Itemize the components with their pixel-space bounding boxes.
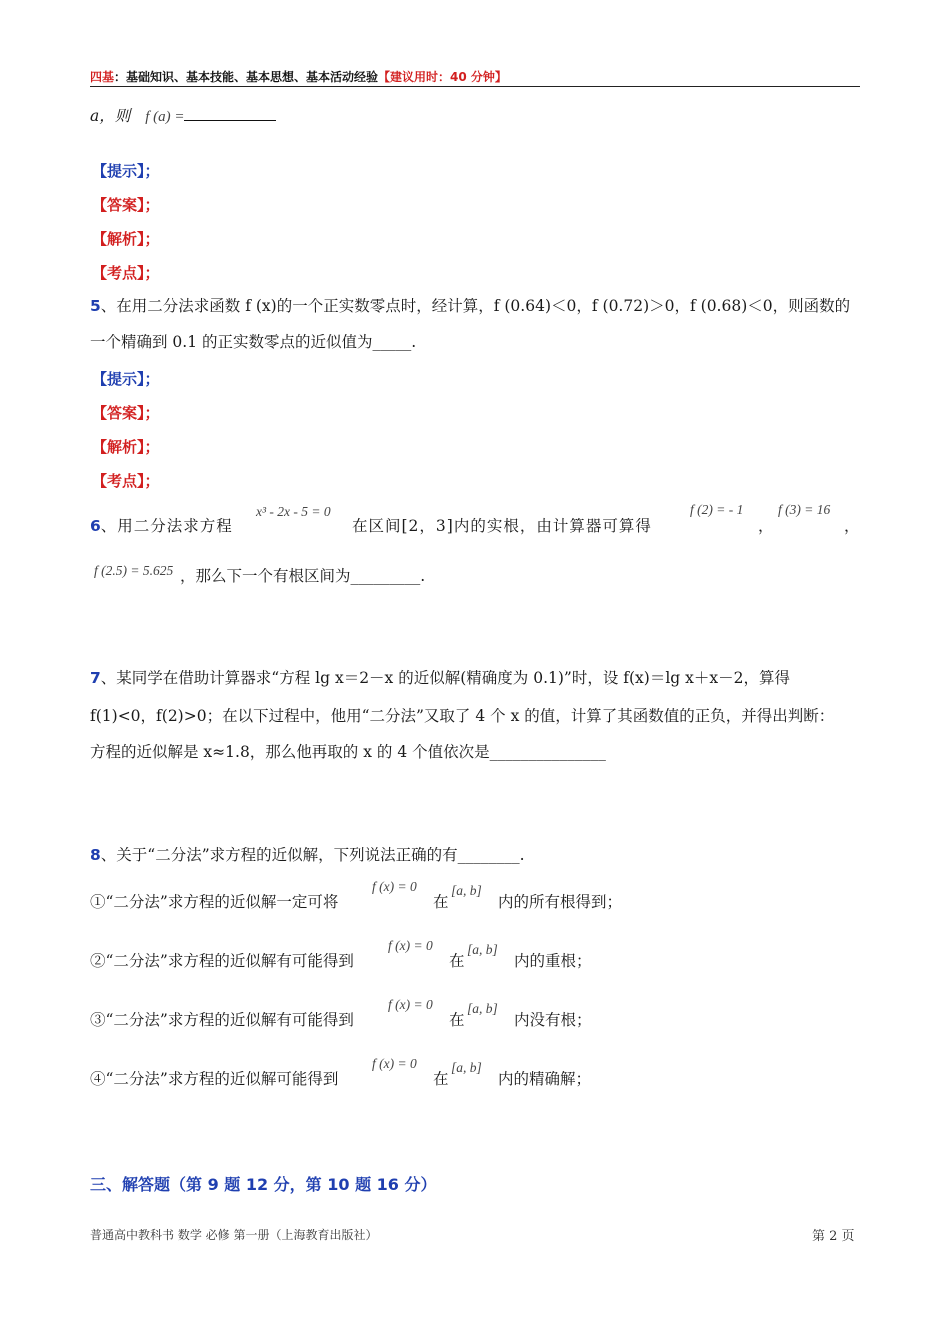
- q6-line1: [90, 516, 233, 536]
- q4-point-tag: 【考点】；: [92, 264, 160, 282]
- q5-number: 5: [90, 297, 101, 315]
- footer-book-title: 普通高中教科书 数学 必修 第一册（上海教育出版社）: [90, 1228, 378, 1242]
- q8-item-3-in: 在: [449, 1011, 465, 1029]
- header-rule: [90, 86, 860, 87]
- q4-hint-tag: 【提示】；: [92, 162, 160, 180]
- q8-item-2-fx: f (x) = 0: [388, 938, 433, 953]
- q6-comma1: ，: [758, 517, 774, 535]
- q8-item-4-post: 内的精确解；: [498, 1070, 592, 1088]
- q8-item-3-post: 内没有根；: [514, 1011, 592, 1029]
- q7-text-line1: 、某同学在借助计算器求“方程 lg x＝2－x 的近似解(精确度为 0.1)”时，设 f(x)＝lg x＋x－2，算得: [100, 669, 790, 687]
- q8-item-1-ab: [a, b]: [451, 883, 482, 898]
- q6-text-b: 在区间[2，3]内的实根，由计算器可算得: [352, 517, 652, 535]
- q8-item-1-fx: f (x) = 0: [372, 879, 417, 894]
- q8-item-3-fx: f (x) = 0: [388, 997, 433, 1012]
- q8-item-2-in: 在: [449, 952, 465, 970]
- q8-item-2-pre: ②“二分法”求方程的近似解有可能得到: [90, 952, 354, 970]
- q7-text-line2: f(1)<0，f(2)>0；在以下过程中，他用“二分法”又取了 4 个 x 的值，计算了其函数值的正负，并得出判断：: [90, 707, 835, 725]
- q5-line1: [90, 296, 850, 316]
- q5-analysis-tag: 【解析】；: [92, 438, 160, 456]
- q6-text-c: ，那么下一个有根区间为_________.: [180, 567, 426, 585]
- q6-number: 6: [90, 517, 101, 535]
- q8-item-1-post: 内的所有根得到；: [498, 893, 623, 911]
- q4-tail: [90, 106, 276, 127]
- page-header: [90, 68, 507, 85]
- header-label-red: 四基: [90, 70, 115, 84]
- q4-text-a: a，则: [90, 107, 131, 125]
- header-time: 【建议用时：40 分钟】: [378, 70, 507, 84]
- q8-item-4-fx: f (x) = 0: [372, 1056, 417, 1071]
- q4-math-fa: f (a) =: [145, 109, 185, 125]
- q5-answer-tag: 【答案】；: [92, 404, 160, 422]
- q8-item-2-post: 内的重根；: [514, 952, 592, 970]
- q8-number: 8: [90, 846, 101, 864]
- q4-answer-tag: 【答案】；: [92, 196, 160, 214]
- q8-item-3-pre: ③“二分法”求方程的近似解有可能得到: [90, 1011, 354, 1029]
- footer-page-number: 第 2 页: [812, 1229, 855, 1244]
- q8-intro: 、关于“二分法”求方程的近似解，下列说法正确的有________.: [100, 846, 525, 864]
- q8-item-3-ab: [a, b]: [467, 1001, 498, 1016]
- q5-point-tag: 【考点】；: [92, 472, 160, 490]
- q8-item-1-pre: ①“二分法”求方程的近似解一定可将: [90, 893, 339, 911]
- q8-item-4-pre: ④“二分法”求方程的近似解可能得到: [90, 1070, 339, 1088]
- q6-math-f25: f (2.5) = 5.625: [94, 563, 174, 578]
- q8-item-4-in: 在: [433, 1070, 449, 1088]
- q8-item-1-in: 在: [433, 893, 449, 911]
- q5-text-line1: 、在用二分法求函数 f (x)的一个正实数零点时，经计算，f (0.64)＜0，f (0.72)＞0，f (0.68)＜0，则函数的: [100, 297, 851, 315]
- q6-text-a: 、用二分法求方程: [100, 517, 233, 535]
- q7-line1: [90, 668, 790, 688]
- header-label-main: ：基础知识、基本技能、基本思想、基本活动经验: [114, 70, 379, 84]
- q6-math-f2: f (2) = - 1: [690, 502, 744, 517]
- q6-math-f3: f (3) = 16: [778, 502, 831, 517]
- section-3-heading: 三、解答题（第 9 题 12 分，第 10 题 16 分）: [90, 1175, 437, 1194]
- q6-math-equation: x³ - 2x - 5 = 0: [256, 504, 331, 519]
- q8-intro-line: [90, 845, 525, 865]
- q8-item-4-ab: [a, b]: [451, 1060, 482, 1075]
- q7-text-line3: 方程的近似解是 x≈1.8，那么他再取的 x 的 4 个值依次是_______________: [90, 743, 606, 761]
- q7-number: 7: [90, 669, 101, 687]
- q5-hint-tag: 【提示】；: [92, 370, 160, 388]
- q8-item-2-ab: [a, b]: [467, 942, 498, 957]
- q4-analysis-tag: 【解析】；: [92, 230, 160, 248]
- q4-blank: [184, 106, 276, 121]
- q5-text-line2: 一个精确到 0.1 的正实数零点的近似值为_____.: [90, 333, 417, 351]
- q6-comma2: ，: [844, 517, 860, 535]
